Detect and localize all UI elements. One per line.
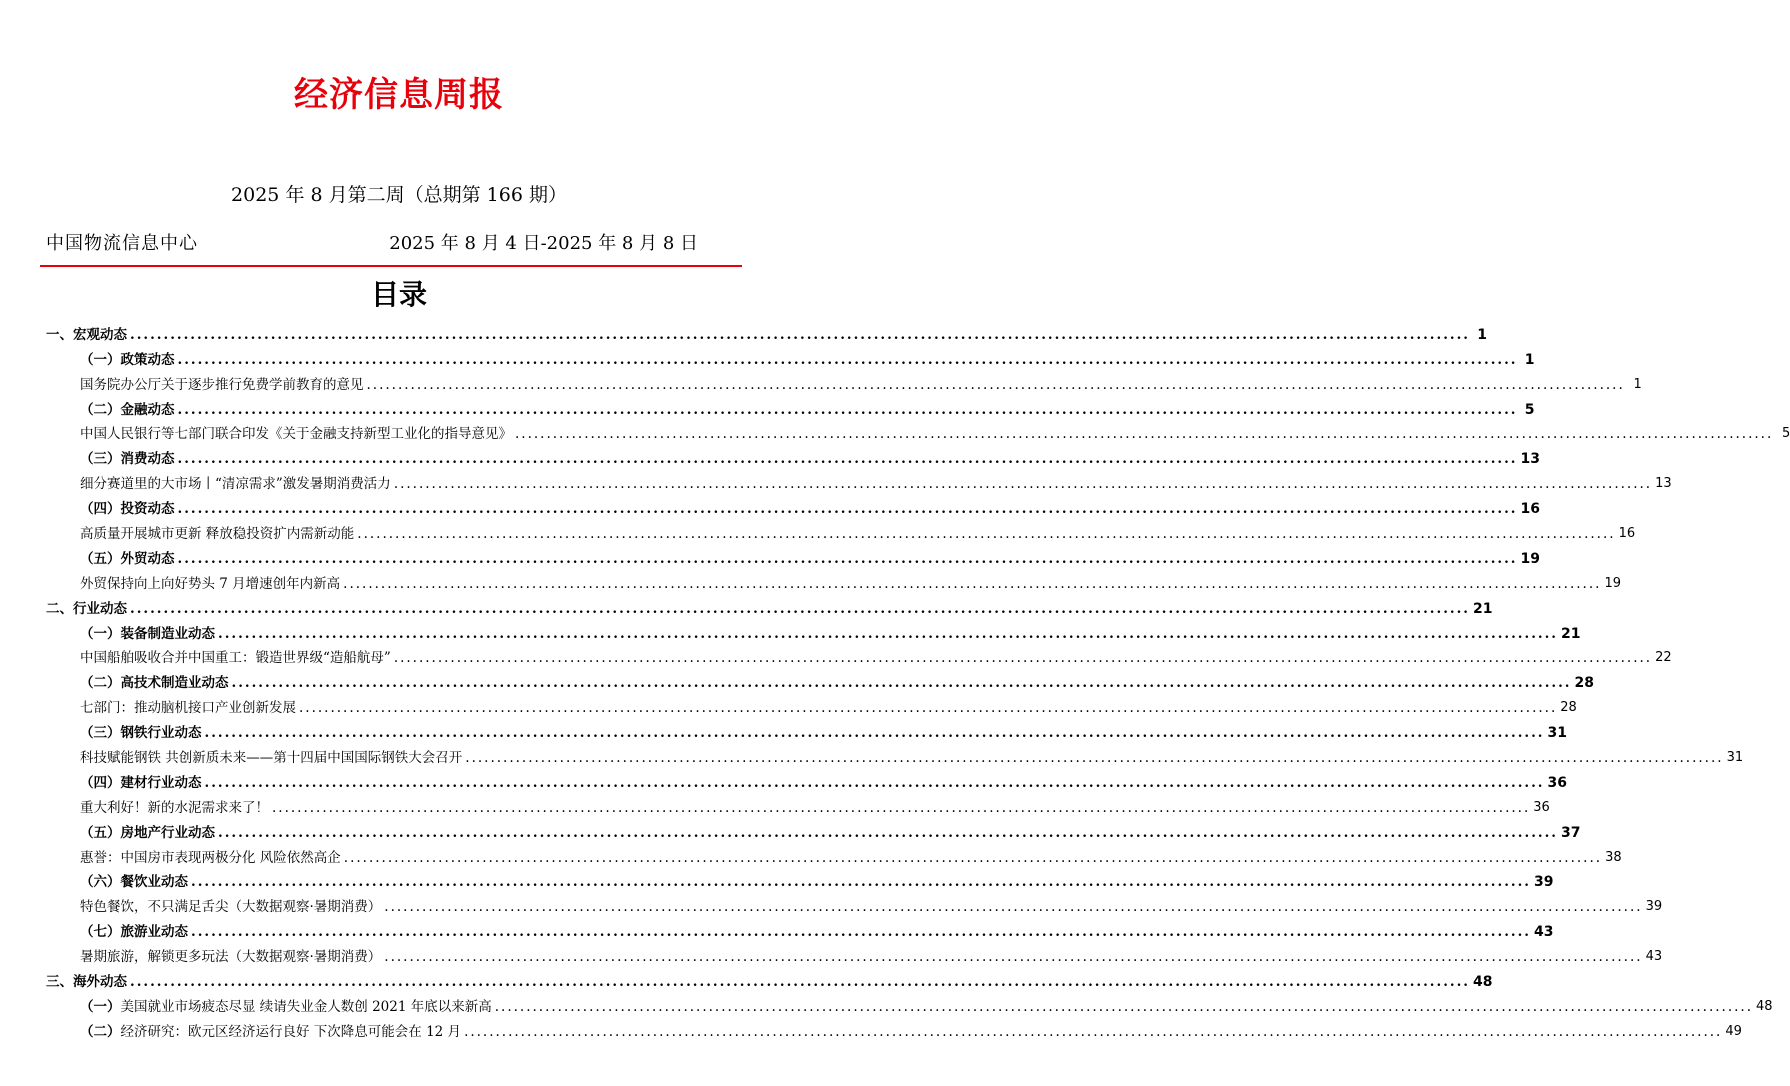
toc-leader-dots: ........................................................................................................................................................................................................ <box>218 824 1558 841</box>
toc-entry-text: 国务院办公厅关于逐步推行免费学前教育的意见 <box>80 376 364 393</box>
toc-leader-dots: ........................................................................................................................................................................................................ <box>515 426 1774 443</box>
toc-page-number: 1 <box>1633 376 1642 392</box>
toc-entry-label <box>46 972 127 992</box>
toc-page-number: 5 <box>1524 401 1535 418</box>
toc-entry[interactable] <box>46 942 1663 967</box>
toc-entry[interactable] <box>46 644 1672 669</box>
toc-entry[interactable] <box>46 917 1554 942</box>
toc-entry-text: （六）餐饮业动态 <box>80 874 188 891</box>
toc-entry-text: 惠誉：中国房市表现两极分化 风险依然高企 <box>80 849 341 866</box>
toc-entry[interactable] <box>46 743 1744 768</box>
toc-page-number: 19 <box>1604 575 1621 591</box>
toc-leader-dots: ........................................................................................................................................................................................................ <box>204 774 1545 791</box>
toc-entry[interactable] <box>46 395 1535 420</box>
toc-entry[interactable] <box>46 892 1663 917</box>
toc-page-number: 22 <box>1655 650 1672 666</box>
toc-page-number: 31 <box>1726 750 1744 766</box>
toc-page-number: 21 <box>1561 625 1581 642</box>
toc-entry-text: （三）消费动态 <box>80 451 175 468</box>
toc-entry-text: 中国船舶吸收合并中国重工：锻造世界级“造船航母” <box>80 650 391 667</box>
toc-leader-dots: ........................................................................................................................................................................................................ <box>465 750 1724 767</box>
toc-entry-text: 中国人民银行等七部门联合印发《关于金融支持新型工业化的指导意见》 <box>80 426 512 443</box>
toc-entry[interactable] <box>46 1017 1742 1042</box>
toc-entry-text: 二、行业动态 <box>46 600 127 617</box>
toc-page-number: 39 <box>1645 899 1663 915</box>
toc-entry[interactable] <box>46 768 1567 793</box>
toc-entry-label <box>80 947 381 967</box>
date-range: 2025 年 8 月 4 日-2025 年 8 月 8 日 <box>389 233 698 254</box>
toc-entry-text: 三、海外动态 <box>46 974 127 991</box>
toc-page-number: 48 <box>1756 998 1773 1014</box>
table-of-contents <box>46 320 1790 1042</box>
toc-entry-text: 重大利好！新的水泥需求来了！ <box>80 799 269 816</box>
toc-entry-text: 七部门：推动脑机接口产业创新发展 <box>80 700 296 717</box>
report-title: 经济信息周报 <box>294 75 504 115</box>
toc-entry-label <box>80 897 381 917</box>
toc-leader-dots: ........................................................................................................................................................................................................ <box>177 550 1518 567</box>
toc-entry-label <box>80 624 215 644</box>
toc-page-number: 13 <box>1655 476 1672 492</box>
toc-entry-label <box>80 648 391 668</box>
toc-entry-label <box>80 1022 461 1042</box>
toc-leader-dots: ........................................................................................................................................................................................................ <box>357 526 1616 543</box>
toc-entry-text: （四）建材行业动态 <box>80 774 202 791</box>
toc-entry-label <box>80 524 354 544</box>
toc-entry-label <box>80 922 188 942</box>
toc-leader-dots: ........................................................................................................................................................................................................ <box>130 326 1470 343</box>
toc-entry-label <box>80 723 202 743</box>
toc-entry-text: 外贸保持向上向好势头 7 月增速创年内新高 <box>80 575 341 592</box>
toc-leader-dots: ........................................................................................................................................................................................................ <box>272 799 1531 816</box>
toc-leader-dots: ........................................................................................................................................................................................................ <box>366 376 1625 393</box>
toc-entry[interactable] <box>46 668 1594 693</box>
toc-entry-text: 特色餐饮，不只满足舌尖（大数据观察·暑期消费） <box>80 899 382 916</box>
toc-leader-dots: ........................................................................................................................................................................................................ <box>494 998 1753 1015</box>
toc-entry[interactable] <box>46 868 1554 893</box>
toc-page-number: 38 <box>1605 849 1622 865</box>
toc-entry-text: （四）投资动态 <box>80 501 175 518</box>
toc-leader-dots: ........................................................................................................................................................................................................ <box>130 600 1470 617</box>
toc-page-number: 37 <box>1561 824 1581 841</box>
toc-entry-text: 一、宏观动态 <box>46 326 127 343</box>
toc-entry[interactable] <box>46 992 1773 1017</box>
toc-entry-label <box>80 474 391 494</box>
toc-entry-label <box>80 350 175 370</box>
toc-page-number: 5 <box>1781 426 1790 442</box>
toc-leader-dots: ........................................................................................................................................................................................................ <box>191 924 1531 941</box>
toc-entry[interactable] <box>46 594 1493 619</box>
toc-page-number: 36 <box>1533 799 1550 815</box>
toc-leader-dots: ........................................................................................................................................................................................................ <box>384 949 1643 966</box>
toc-entry-text: 暑期旅游，解锁更多玩法（大数据观察·暑期消费） <box>80 949 382 966</box>
toc-page-number: 21 <box>1473 600 1493 617</box>
toc-leader-dots: ........................................................................................................................................................................................................ <box>384 899 1643 916</box>
toc-entry-label <box>80 673 229 693</box>
toc-entry-label <box>80 823 215 843</box>
toc-leader-dots: ........................................................................................................................................................................................................ <box>177 401 1518 418</box>
toc-leader-dots: ........................................................................................................................................................................................................ <box>393 476 1653 493</box>
toc-leader-dots: ........................................................................................................................................................................................................ <box>177 351 1518 368</box>
toc-entry-label <box>46 599 127 619</box>
toc-entry-text: 美国就业市场疲态尽显 续请失业金人数创 2021 年底以来新高 <box>120 998 492 1015</box>
toc-leader-dots: ........................................................................................................................................................................................................ <box>177 501 1518 518</box>
toc-leader-dots: ........................................................................................................................................................................................................ <box>299 700 1558 717</box>
toc-page-number: 28 <box>1560 700 1577 716</box>
toc-entry[interactable] <box>46 843 1622 868</box>
toc-page-number: 49 <box>1725 1023 1742 1039</box>
toc-entry-text: （三）钢铁行业动态 <box>80 725 202 742</box>
toc-entry-label <box>80 424 512 444</box>
toc-page-number: 16 <box>1618 526 1636 542</box>
toc-entry-text: 细分赛道里的大市场丨“清凉需求”激发暑期消费活力 <box>80 476 391 493</box>
header-divider <box>40 265 742 267</box>
toc-page-number: 43 <box>1645 949 1663 965</box>
toc-entry[interactable] <box>46 420 1790 445</box>
toc-entry-text: （一）政策动态 <box>80 351 175 368</box>
toc-leader-dots: ........................................................................................................................................................................................................ <box>393 650 1653 667</box>
toc-entry-label <box>80 449 175 469</box>
toc-page-number: 43 <box>1534 924 1554 941</box>
toc-leader-dots: ........................................................................................................................................................................................................ <box>231 675 1572 692</box>
toc-entry-label <box>80 872 188 892</box>
toc-page-number: 36 <box>1547 774 1567 791</box>
toc-entry-text: 经济研究：欧元区经济运行良好 下次降息可能会在 12 月 <box>120 1023 462 1040</box>
toc-entry[interactable] <box>46 370 1642 395</box>
toc-entry-label <box>80 848 341 868</box>
toc-entry-label <box>80 773 202 793</box>
toc-leader-dots: ........................................................................................................................................................................................................ <box>191 874 1531 891</box>
toc-leader-dots: ........................................................................................................................................................................................................ <box>464 1023 1723 1040</box>
toc-entry-text: （五）房地产行业动态 <box>80 824 215 841</box>
toc-entry-label <box>80 798 269 818</box>
toc-page-number: 28 <box>1574 675 1594 692</box>
toc-entry-text: 科技赋能钢铁 共创新质未来——第十四届中国国际钢铁大会召开 <box>80 750 463 767</box>
toc-page-number: 1 <box>1524 351 1535 368</box>
toc-entry-text: （五）外贸动态 <box>80 550 175 567</box>
toc-leader-dots: ........................................................................................................................................................................................................ <box>177 451 1518 468</box>
toc-entry[interactable] <box>46 693 1577 718</box>
toc-entry-label <box>80 574 340 594</box>
toc-leader-dots: ........................................................................................................................................................................................................ <box>218 625 1558 642</box>
toc-entry-label <box>80 400 175 420</box>
toc-entry-label <box>80 549 175 569</box>
toc-heading: 目录 <box>370 278 427 311</box>
toc-entry-prefix: （一） <box>80 998 121 1015</box>
toc-entry[interactable] <box>46 444 1540 469</box>
toc-page-number: 13 <box>1520 451 1540 468</box>
toc-page-number: 39 <box>1534 874 1554 891</box>
toc-entry[interactable] <box>46 793 1550 818</box>
toc-entry-text: （七）旅游业动态 <box>80 924 188 941</box>
toc-entry-label <box>80 748 462 768</box>
toc-leader-dots: ........................................................................................................................................................................................................ <box>204 725 1545 742</box>
toc-entry-label <box>80 997 492 1017</box>
toc-entry[interactable] <box>46 469 1672 494</box>
toc-entry-text: （一）装备制造业动态 <box>80 625 215 642</box>
toc-entry[interactable] <box>46 818 1581 843</box>
toc-leader-dots: ........................................................................................................................................................................................................ <box>343 575 1602 592</box>
toc-page-number: 1 <box>1477 326 1487 343</box>
toc-entry-text: 高质量开展城市更新 释放稳投资扩内需新动能 <box>80 526 355 543</box>
toc-entry[interactable] <box>46 718 1567 743</box>
toc-page-number: 48 <box>1473 974 1493 991</box>
toc-entry-label <box>80 698 296 718</box>
toc-page-number: 31 <box>1547 725 1567 742</box>
toc-entry[interactable] <box>46 320 1487 345</box>
toc-page-number: 16 <box>1520 501 1540 518</box>
toc-leader-dots: ........................................................................................................................................................................................................ <box>343 849 1603 866</box>
issue-info: 2025 年 8 月第二周（总期第 166 期） <box>231 184 567 206</box>
toc-entry[interactable] <box>46 345 1535 370</box>
toc-entry-prefix: （二） <box>80 1023 121 1040</box>
organization-name: 中国物流信息中心 <box>46 233 198 254</box>
toc-entry[interactable] <box>46 544 1540 569</box>
toc-entry-text: （二）高技术制造业动态 <box>80 675 229 692</box>
toc-entry[interactable] <box>46 967 1493 992</box>
toc-entry[interactable] <box>46 494 1540 519</box>
toc-entry[interactable] <box>46 519 1636 544</box>
toc-entry-label <box>80 375 364 395</box>
toc-entry-label <box>80 499 175 519</box>
toc-entry-label <box>46 325 127 345</box>
toc-entry[interactable] <box>46 569 1621 594</box>
toc-leader-dots: ........................................................................................................................................................................................................ <box>130 974 1470 991</box>
toc-entry[interactable] <box>46 619 1581 644</box>
toc-entry-text: （二）金融动态 <box>80 401 175 418</box>
toc-page-number: 19 <box>1520 550 1540 567</box>
